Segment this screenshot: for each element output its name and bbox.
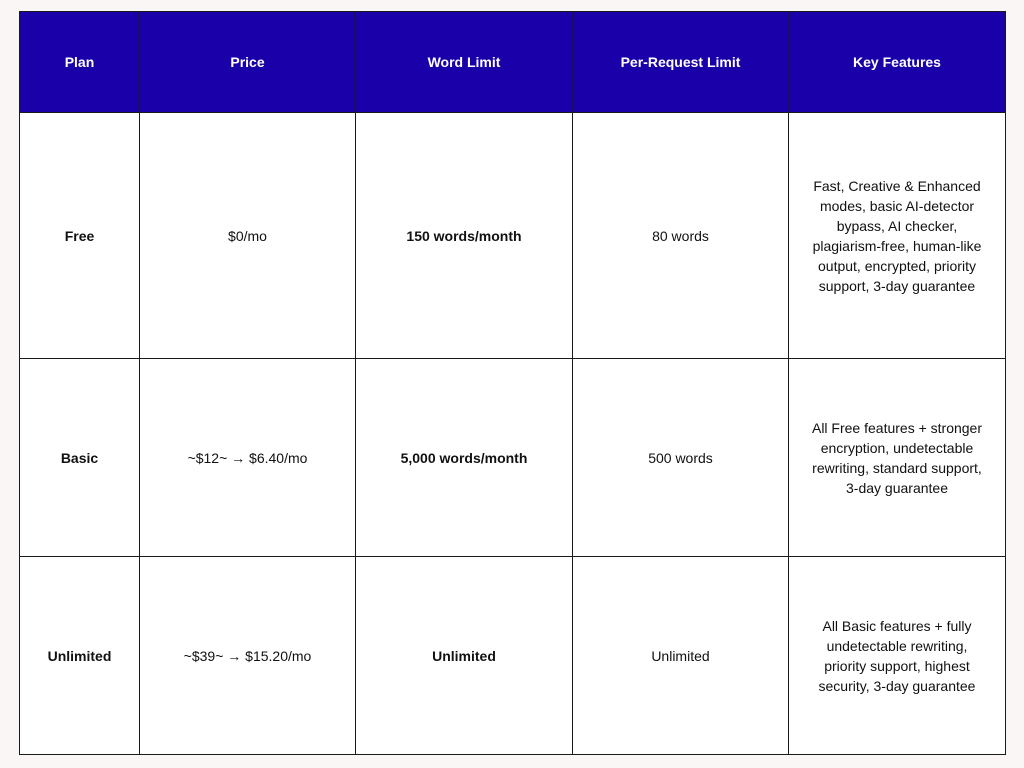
price-cell: $0/mo [140,113,356,359]
per-request-cell: Unlimited [573,557,789,755]
features-cell: All Free features + stronger encryption, undetectable rewriting, standard support, 3-day guarantee [789,359,1006,557]
table-body [20,113,1006,755]
header-key-features: Key Features [789,12,1006,113]
table-row [20,359,1006,557]
table-row [20,557,1006,755]
header-plan: Plan [20,12,140,113]
table-row [20,113,1006,359]
word-limit-cell: 150 words/month [356,113,573,359]
per-request-cell: 500 words [573,359,789,557]
plan-cell: Free [20,113,140,359]
price-cell: ~$39~ → $15.20/mo [140,557,356,755]
pricing-table [19,11,1006,755]
plan-cell: Unlimited [20,557,140,755]
header-word-limit: Word Limit [356,12,573,113]
header-row [20,12,1006,113]
header-per-request-limit: Per-Request Limit [573,12,789,113]
word-limit-cell: Unlimited [356,557,573,755]
features-cell: All Basic features + fully undetectable rewriting, priority support, highest security, 3-day guarantee [789,557,1006,755]
header-price: Price [140,12,356,113]
features-cell: Fast, Creative & Enhanced modes, basic AI-detector bypass, AI checker, plagiarism-free, human-like output, encrypted, priority support, 3-day guarantee [789,113,1006,359]
price-cell: ~$12~ → $6.40/mo [140,359,356,557]
per-request-cell: 80 words [573,113,789,359]
table-header [20,12,1006,113]
plan-cell: Basic [20,359,140,557]
word-limit-cell: 5,000 words/month [356,359,573,557]
